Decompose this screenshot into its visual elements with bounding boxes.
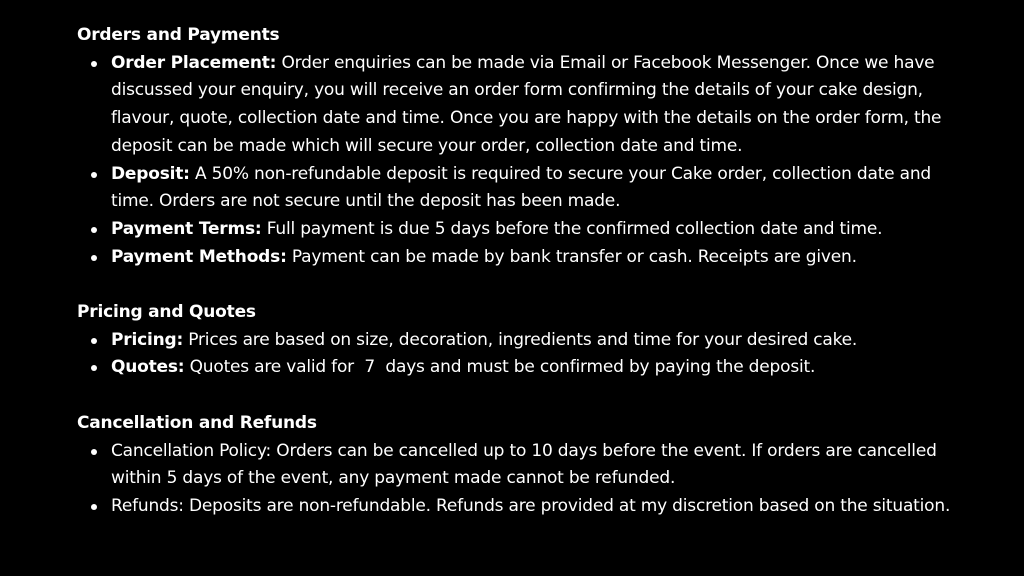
item-text: Payment can be made by bank transfer or cash. Receipts are given. <box>286 246 857 267</box>
item-text: Full payment is due 5 days before the confirmed collection date and time. <box>261 218 883 239</box>
bullet-icon <box>91 255 97 261</box>
bullet-list <box>77 327 957 382</box>
bullet-icon <box>91 504 97 510</box>
bullet-icon <box>91 227 97 233</box>
section-title: Pricing and Quotes <box>77 302 256 323</box>
item-text: A 50% non-refundable deposit is required to secure your Cake order, collection date and time. Orders are not secure until the deposit has been made. <box>111 163 932 212</box>
bullet-icon <box>91 449 97 455</box>
section-title: Cancellation and Refunds <box>77 412 317 433</box>
list-item <box>77 216 957 244</box>
bullet-icon <box>91 61 97 67</box>
list-item <box>77 327 957 355</box>
list-item <box>77 50 957 161</box>
item-term: Pricing: <box>111 329 184 350</box>
item-text: Cancellation Policy: Orders can be cancelled up to 10 days before the event. If orders are cancelled within 5 days of the event, any payment made cannot be refunded. <box>111 440 937 489</box>
item-term: Quotes: <box>111 357 185 378</box>
bullet-list <box>77 50 957 272</box>
list-item <box>77 354 957 382</box>
bullet-icon <box>91 365 97 371</box>
list-item <box>77 493 957 521</box>
item-term: Payment Terms: <box>111 218 262 239</box>
item-term: Payment Methods: <box>111 246 287 267</box>
section-title: Orders and Payments <box>77 25 280 45</box>
list-item <box>77 244 957 272</box>
section-cancellation-and-refunds <box>77 410 957 521</box>
section-spacer <box>77 271 957 299</box>
bullet-icon <box>91 172 97 178</box>
item-term: Order Placement: <box>111 52 277 73</box>
policy-document <box>77 22 957 521</box>
item-text: Refunds: Deposits are non-refundable. Refunds are provided at my discretion based on the situation. <box>111 495 951 516</box>
item-text: Order enquiries can be made via Email or Facebook Messenger. Once we have discussed your enquiry, you will receive an order form confirming the details of your cake design, flavour, quote, collection date and time. Once you are happy with the details on the order form, the deposit can be made which will secure your order, collection date and time. <box>111 52 942 156</box>
bullet-list <box>77 438 957 521</box>
item-text: Quotes are valid for 7 days and must be confirmed by paying the deposit. <box>184 357 816 378</box>
section-spacer <box>77 382 957 410</box>
section-pricing-and-quotes <box>77 299 957 382</box>
list-item <box>77 161 957 216</box>
item-text: Prices are based on size, decoration, ingredients and time for your desired cake. <box>183 329 858 350</box>
section-orders-and-payments <box>77 22 957 271</box>
item-term: Deposit: <box>111 163 190 184</box>
list-item <box>77 438 957 493</box>
bullet-icon <box>91 338 97 344</box>
